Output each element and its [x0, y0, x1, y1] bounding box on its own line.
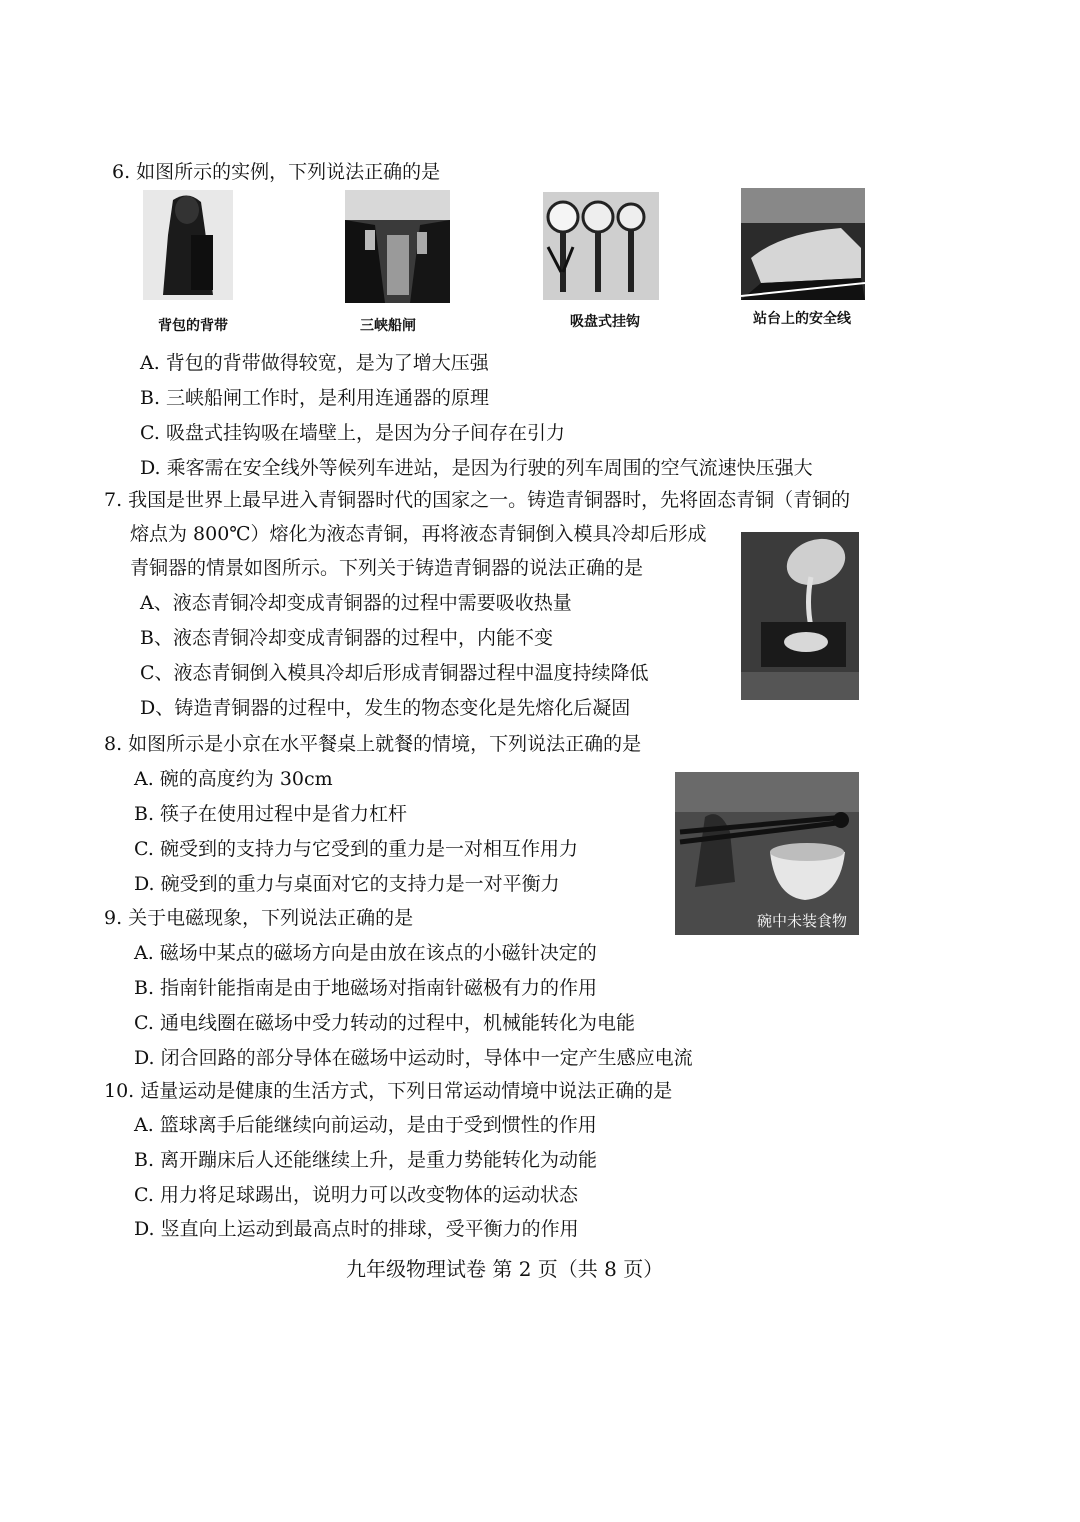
caption-suction-hook: 吸盘式挂钩	[570, 314, 640, 330]
q7-option-a: A、液态青铜冷却变成青铜器的过程中需要吸收热量	[140, 592, 572, 614]
suction-hook-photo	[543, 192, 659, 300]
bronze-casting-photo	[741, 532, 859, 700]
q6-option-b: B. 三峡船闸工作时，是利用连通器的原理	[140, 387, 490, 409]
caption-backpack-strap: 背包的背带	[158, 318, 228, 334]
q6-option-d: D. 乘客需在安全线外等候列车进站，是因为行驶的列车周围的空气流速快压强大	[140, 457, 813, 479]
q7-stem-line-3: 青铜器的情景如图所示。下列关于铸造青铜器的说法正确的是	[130, 557, 644, 579]
q6-option-a: A. 背包的背带做得较宽，是为了增大压强	[140, 352, 489, 374]
q8-option-b: B. 筷子在使用过程中是省力杠杆	[134, 803, 408, 825]
caption-ship-lock: 三峡船闸	[360, 318, 416, 334]
page-footer: 九年级物理试卷 第 2 页（共 8 页）	[346, 1257, 664, 1281]
q8-option-d: D. 碗受到的重力与桌面对它的支持力是一对平衡力	[134, 873, 560, 895]
q6-option-c: C. 吸盘式挂钩吸在墙壁上，是因为分子间存在引力	[140, 422, 565, 444]
q9-option-a: A. 磁场中某点的磁场方向是由放在该点的小磁针决定的	[134, 942, 597, 964]
q9-option-d: D. 闭合回路的部分导体在磁场中运动时，导体中一定产生感应电流	[134, 1047, 693, 1069]
caption-safety-line: 站台上的安全线	[753, 311, 851, 327]
q7-option-d: D、铸造青铜器的过程中，发生的物态变化是先熔化后凝固	[140, 697, 631, 719]
q7-option-c: C、液态青铜倒入模具冷却后形成青铜器过程中温度持续降低	[140, 662, 649, 684]
platform-safety-line-photo	[741, 188, 865, 300]
ship-lock-photo	[345, 190, 450, 303]
bowl-photo-caption: 碗中未装食物	[757, 912, 848, 930]
backpack-photo	[143, 190, 233, 300]
q7-stem-line-2: 熔点为 800℃）熔化为液态青铜，再将液态青铜倒入模具冷却后形成	[130, 523, 707, 545]
q9-option-c: C. 通电线圈在磁场中受力转动的过程中，机械能转化为电能	[134, 1012, 635, 1034]
q10-option-c: C. 用力将足球踢出，说明力可以改变物体的运动状态	[134, 1184, 578, 1206]
q10-option-a: A. 篮球离手后能继续向前运动，是由于受到惯性的作用	[134, 1114, 597, 1136]
q7-stem-line-1: 7. 我国是世界上最早进入青铜器时代的国家之一。铸造青铜器时，先将固态青铜（青铜的	[104, 489, 851, 511]
chopsticks-bowl-photo	[675, 772, 859, 935]
q8-option-a: A. 碗的高度约为 30cm	[134, 768, 333, 790]
q10-stem: 10. 适量运动是健康的生活方式，下列日常运动情境中说法正确的是	[104, 1080, 673, 1102]
q10-option-d: D. 竖直向上运动到最高点时的排球，受平衡力的作用	[134, 1218, 579, 1240]
q9-stem: 9. 关于电磁现象，下列说法正确的是	[104, 907, 414, 929]
q8-stem: 8. 如图所示是小京在水平餐桌上就餐的情境，下列说法正确的是	[104, 733, 642, 755]
q8-option-c: C. 碗受到的支持力与它受到的重力是一对相互作用力	[134, 838, 578, 860]
q10-option-b: B. 离开蹦床后人还能继续上升，是重力势能转化为动能	[134, 1149, 598, 1171]
q9-option-b: B. 指南针能指南是由于地磁场对指南针磁极有力的作用	[134, 977, 598, 999]
q7-option-b: B、液态青铜冷却变成青铜器的过程中，内能不变	[140, 627, 553, 649]
q6-stem: 6. 如图所示的实例，下列说法正确的是	[112, 161, 441, 183]
